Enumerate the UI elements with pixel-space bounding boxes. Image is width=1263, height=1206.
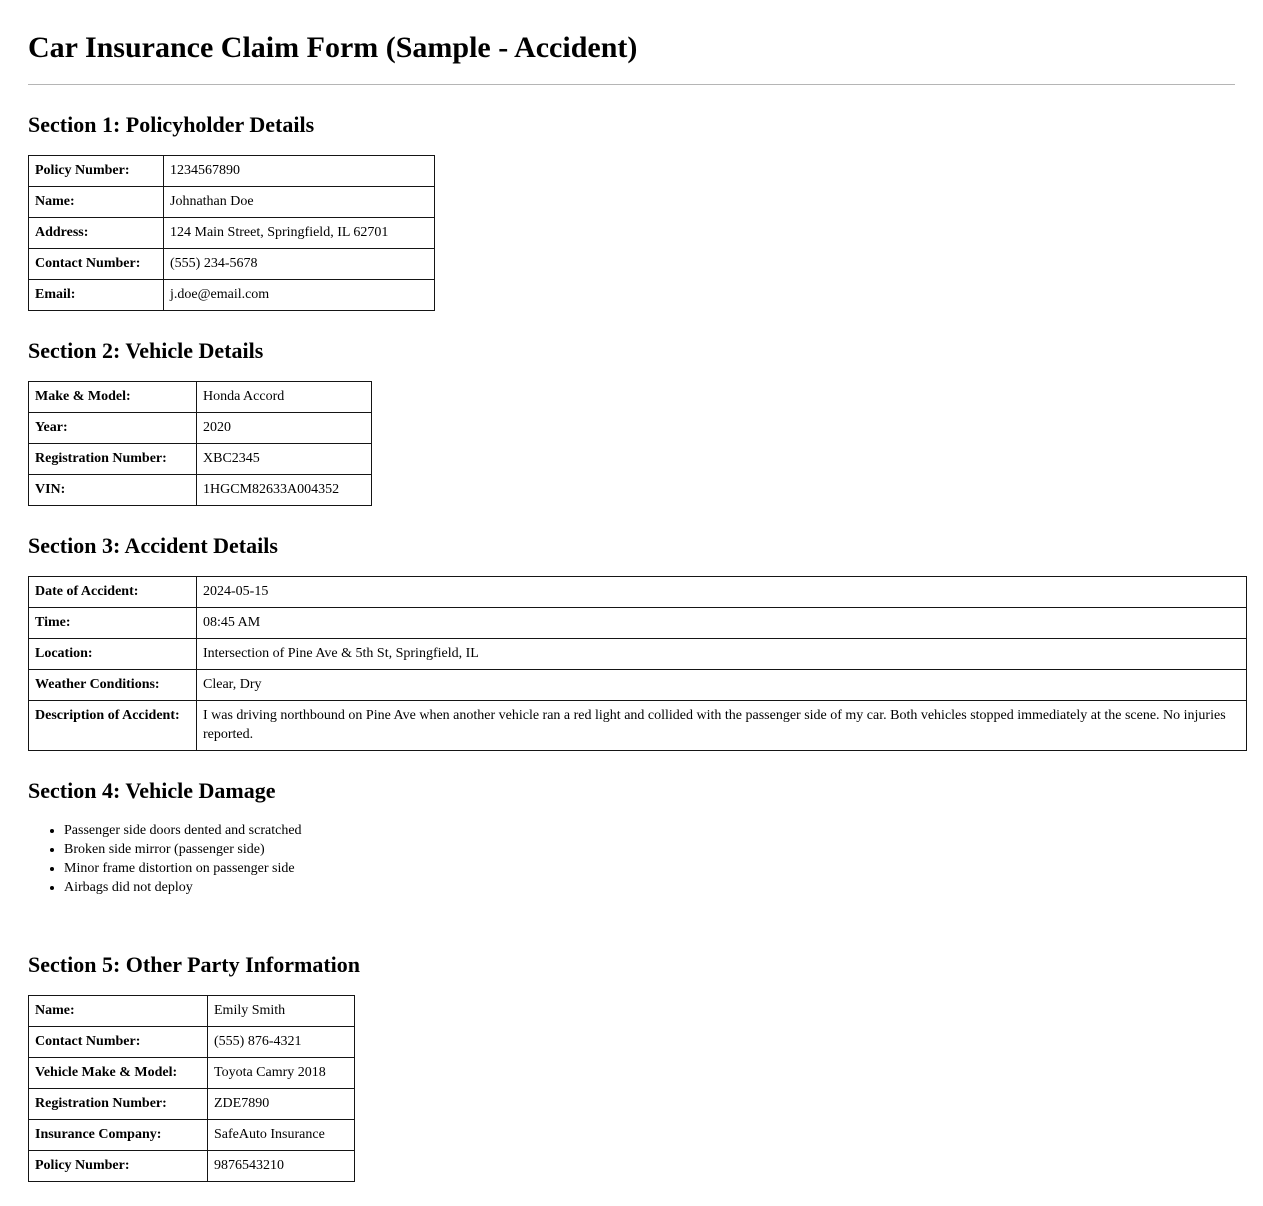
row-value: 08:45 AM — [197, 608, 1247, 639]
table-row — [29, 382, 372, 413]
title-divider — [28, 84, 1235, 85]
table-row — [29, 639, 1247, 670]
list-item: • Broken side mirror (passenger side) — [64, 840, 1235, 859]
other-party-information-table — [28, 995, 355, 1182]
table-row — [29, 1120, 355, 1151]
row-value: Emily Smith — [208, 996, 355, 1027]
row-value: Honda Accord — [197, 382, 372, 413]
row-value: 1HGCM82633A004352 — [197, 475, 372, 506]
vehicle-damage-list — [28, 821, 1235, 897]
table-row — [29, 444, 372, 475]
row-label: Insurance Company: — [29, 1120, 208, 1151]
row-value: 124 Main Street, Springfield, IL 62701 — [164, 218, 435, 249]
section-heading-vehicle: Section 2: Vehicle Details — [28, 338, 264, 363]
row-label: Date of Accident: — [29, 577, 197, 608]
row-value: Johnathan Doe — [164, 187, 435, 218]
row-label: Contact Number: — [29, 1027, 208, 1058]
row-label: Make & Model: — [29, 382, 197, 413]
list-item: • Minor frame distortion on passenger side — [64, 859, 1235, 878]
table-row — [29, 1089, 355, 1120]
list-spacer — [28, 897, 1235, 925]
row-value: (555) 876-4321 — [208, 1027, 355, 1058]
table-row — [29, 249, 435, 280]
row-label: Weather Conditions: — [29, 670, 197, 701]
section-heading-accident: Section 3: Accident Details — [28, 533, 278, 558]
row-label: Registration Number: — [29, 1089, 208, 1120]
row-label: Contact Number: — [29, 249, 164, 280]
row-value: I was driving northbound on Pine Ave when another vehicle ran a red light and collided with the passenger side of my car. Both vehicles stopped immediately at the scene. No injuries reported. — [197, 701, 1247, 751]
row-label: Email: — [29, 280, 164, 311]
accident-table-body — [29, 577, 1247, 751]
row-label: Policy Number: — [29, 156, 164, 187]
row-label: Description of Accident: — [29, 701, 197, 751]
row-value: Intersection of Pine Ave & 5th St, Springfield, IL — [197, 639, 1247, 670]
table-row — [29, 1027, 355, 1058]
row-value: 9876543210 — [208, 1151, 355, 1182]
row-value: 2024-05-15 — [197, 577, 1247, 608]
page-title: Car Insurance Claim Form (Sample - Accident) — [28, 31, 638, 64]
section-heading-policyholder: Section 1: Policyholder Details — [28, 112, 315, 137]
table-row — [29, 218, 435, 249]
row-label: Policy Number: — [29, 1151, 208, 1182]
row-value: (555) 234-5678 — [164, 249, 435, 280]
table-row — [29, 413, 372, 444]
table-row — [29, 1058, 355, 1089]
table-row — [29, 577, 1247, 608]
vehicle-table-body — [29, 382, 372, 506]
row-label: Location: — [29, 639, 197, 670]
table-row — [29, 608, 1247, 639]
vehicle-details-table — [28, 381, 372, 506]
table-row — [29, 1151, 355, 1182]
row-label: Year: — [29, 413, 197, 444]
row-label: VIN: — [29, 475, 197, 506]
list-item: • Airbags did not deploy — [64, 878, 1235, 897]
row-label: Registration Number: — [29, 444, 197, 475]
section-heading-damage: Section 4: Vehicle Damage — [28, 778, 276, 803]
section-heading-other-party: Section 5: Other Party Information — [28, 952, 360, 977]
row-value: SafeAuto Insurance — [208, 1120, 355, 1151]
row-value: Clear, Dry — [197, 670, 1247, 701]
table-row — [29, 670, 1247, 701]
table-row — [29, 187, 435, 218]
table-row — [29, 156, 435, 187]
table-row — [29, 701, 1247, 751]
row-label: Vehicle Make & Model: — [29, 1058, 208, 1089]
other-party-table-body — [29, 996, 355, 1182]
row-value: j.doe@email.com — [164, 280, 435, 311]
row-value: 1234567890 — [164, 156, 435, 187]
row-label: Address: — [29, 218, 164, 249]
table-row — [29, 996, 355, 1027]
table-row — [29, 280, 435, 311]
row-value: XBC2345 — [197, 444, 372, 475]
row-value: Toyota Camry 2018 — [208, 1058, 355, 1089]
row-value: 2020 — [197, 413, 372, 444]
list-item: • Passenger side doors dented and scratched — [64, 821, 1235, 840]
row-label: Name: — [29, 187, 164, 218]
accident-details-table — [28, 576, 1247, 751]
row-label: Time: — [29, 608, 197, 639]
policyholder-table-body — [29, 156, 435, 311]
policyholder-details-table — [28, 155, 435, 311]
row-label: Name: — [29, 996, 208, 1027]
table-row — [29, 475, 372, 506]
row-value: ZDE7890 — [208, 1089, 355, 1120]
